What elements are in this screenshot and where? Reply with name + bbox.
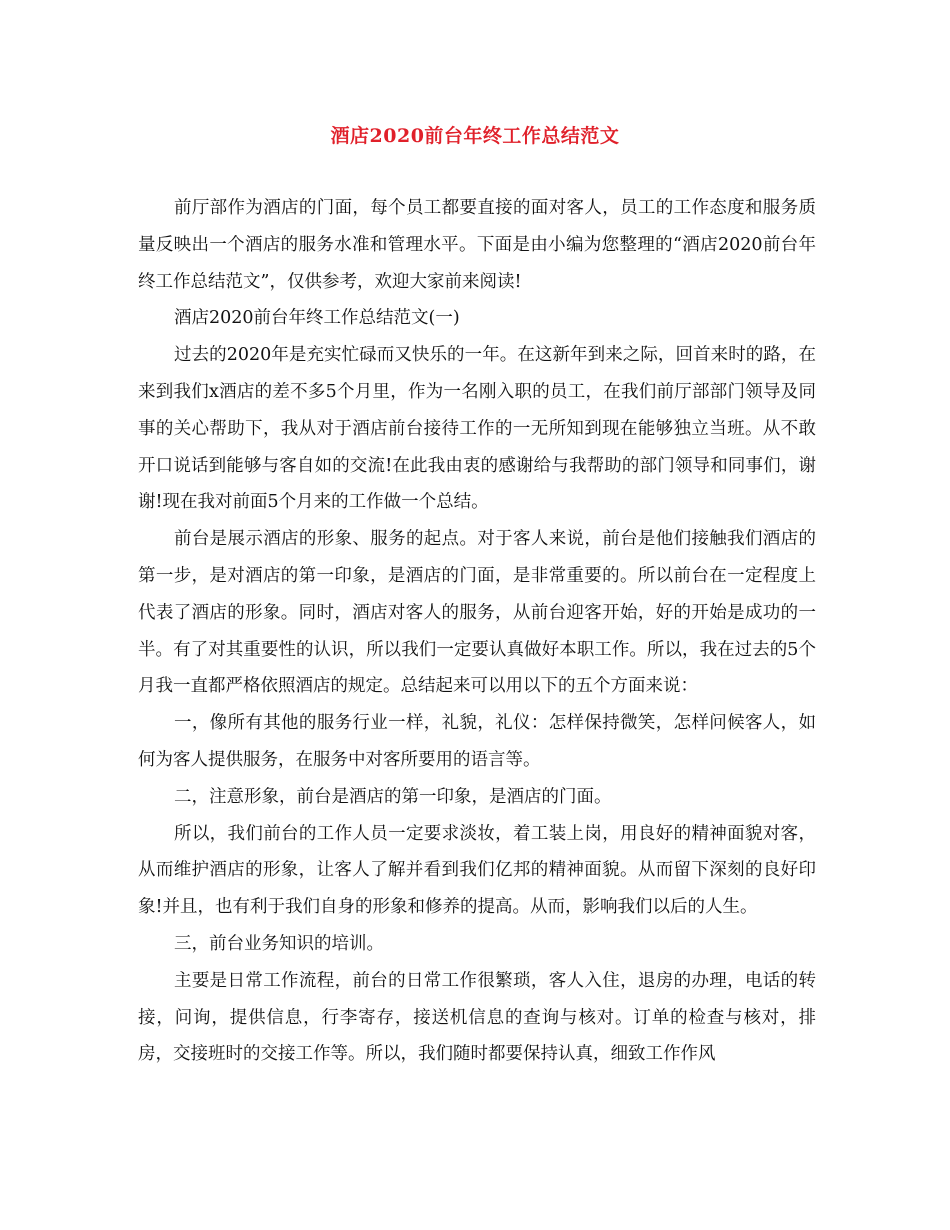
body-paragraph: 主要是日常工作流程，前台的日常工作很繁琐，客人入住，退房的办理，电话的转接，问询，提供信息，行李寄存，接送机信息的查询与核对。订单的检查与核对，排房，交接班时的交接工作等。所以，我们随时都要保持认真，细致工作作风: [138, 970, 816, 1065]
list-item-paragraph: 二，注意形象，前台是酒店的第一印象，是酒店的门面。: [174, 786, 612, 807]
intro-paragraph: 前厅部作为酒店的门面，每个员工都要直接的面对客人，员工的工作态度和服务质量反映出一个酒店的服务水准和管理水平。下面是由小编为您整理的“酒店2020前台年终工作总结范文”，仅供参考，欢迎大家前来阅读!: [138, 198, 816, 292]
body-paragraph: 过去的2020年是充实忙碌而又快乐的一年。在这新年到来之际，回首来时的路，在来到我们x酒店的差不多5个月里，作为一名刚入职的员工，在我们前厅部部门领导及同事的关心帮助下，我从对于酒店前台接待工作的一无所知到现在能够独立当班。从不敢开口说话到能够与客自如的交流!在此我由衷的感谢给与我帮助的部门领导和同事们，谢谢!现在我对前面5个月来的工作做一个总结。: [138, 345, 816, 513]
body-paragraph: 前台是展示酒店的形象、服务的起点。对于客人来说，前台是他们接触我们酒店的第一步，是对酒店的第一印象，是酒店的门面，是非常重要的。所以前台在一定程度上代表了酒店的形象。同时，酒店对客人的服务，从前台迎客开始，好的开始是成功的一半。有了对其重要性的认识，所以我们一定要认真做好本职工作。所以，我在过去的5个月我一直都严格依照酒店的规定。总结起来可以用以下的五个方面来说：: [138, 529, 816, 697]
document-body: [138, 190, 816, 1073]
list-item-paragraph: 一，像所有其他的服务行业一样，礼貌，礼仪：怎样保持微笑，怎样问候客人，如何为客人提供服务，在服务中对客所要用的语言等。: [138, 713, 816, 770]
list-item-paragraph: 三，前台业务知识的培训。: [174, 933, 384, 954]
document-title: 酒店2020前台年终工作总结范文: [330, 125, 620, 147]
section-heading: 酒店2020前台年终工作总结范文(一): [174, 308, 460, 329]
body-paragraph: 所以，我们前台的工作人员一定要求淡妆，着工装上岗，用良好的精神面貌对客，从而维护酒店的形象，让客人了解并看到我们亿邦的精神面貌。从而留下深刻的良好印象!并且，也有利于我们自身的形象和修养的提高。从而，影响我们以后的人生。: [138, 823, 816, 918]
